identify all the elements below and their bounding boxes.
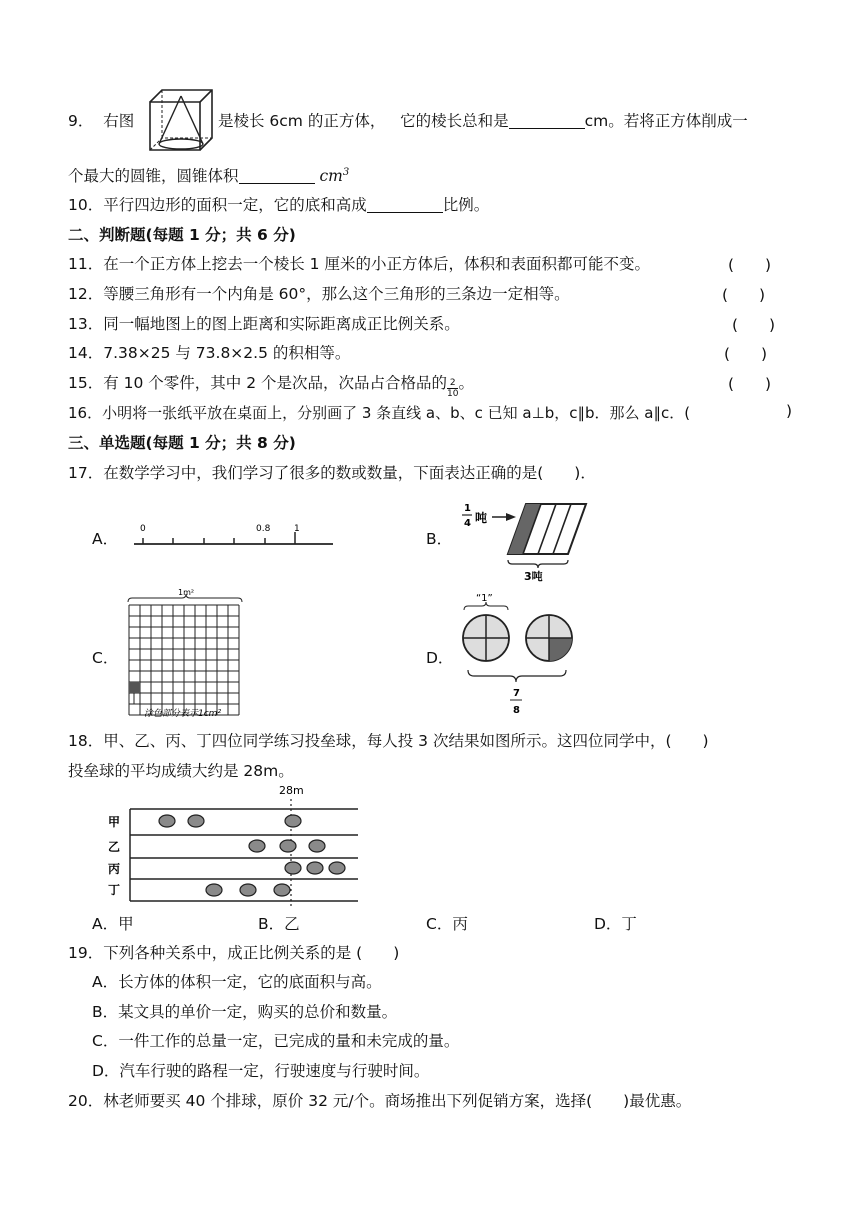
question-11: 11．在一个正方体上挖去一个棱长 1 厘米的小正方体后，体积和表面积都可能不变。 [68, 255, 650, 273]
option-c[interactable]: C．一件工作的总量一定，已完成的量和未完成的量。 [92, 1032, 460, 1050]
option-d[interactable]: D．汽车行驶的路程一定，行驶速度与行驶时间。 [92, 1062, 430, 1080]
svg-text:“1”: “1” [476, 593, 493, 604]
question-15-text: 15．有 10 个零件，其中 2 个是次品，次品占合格品的 [68, 374, 448, 392]
question-17-stem: 17．在数学学习中，我们学习了很多的数或数量，下面表达正确的是( )． [68, 464, 596, 482]
question-9-text-b: 是棱长 6cm 的正方体， [218, 112, 386, 130]
question-9-text-a: 右图 [103, 112, 135, 130]
svg-text:丁: 丁 [108, 883, 121, 897]
svg-text:1m²: 1m² [178, 588, 195, 597]
answer-blank[interactable] [239, 167, 315, 184]
option-d-label[interactable]: D． [426, 649, 454, 667]
svg-text:丙: 丙 [108, 862, 121, 876]
question-9-text-c: 它的棱长总和是 [400, 112, 509, 130]
fraction-2-10: $\frac{2}{10}$ [447, 378, 459, 399]
question-9-line2 [68, 162, 349, 187]
question-13: 13．同一幅地图上的图上距离和实际距离成正比例关系。 [68, 315, 460, 333]
unit-exponent: 3 [342, 167, 350, 178]
question-16: 16．小明将一张纸平放在桌面上，分别画了 3 条直线 a、b、c 已知 a⊥b，c∥b．那么 a∥c．( [68, 404, 691, 422]
section-2-heading: 二、判断题(每题 1 分；共 6 分) [68, 226, 296, 244]
unit-cm: cm [319, 167, 343, 186]
answer-paren[interactable]: ( ) [728, 256, 772, 274]
question-14: 14．7.38×25 与 73.8×2.5 的积相等。 [68, 344, 351, 362]
question-18-stem-2: 投垒球的平均成绩大约是 28m。 [68, 762, 294, 780]
question-9-line1b [218, 110, 748, 132]
question-19-stem: 19．下列各种关系中，成正比例关系的是 ( ) [68, 944, 400, 962]
option-a-label[interactable]: A． [92, 530, 119, 548]
question-15: 15．有 10 个零件，其中 2 个是次品，次品占合格品的 $\frac{2}{10}$ 。 [68, 374, 474, 399]
question-18-stem-1: 18．甲、乙、丙、丁四位同学练习投垒球，每人投 3 次结果如图所示。这四位同学中，( ) [68, 732, 709, 750]
svg-text:1: 1 [464, 503, 471, 514]
question-10-text-b: 比例。 [442, 196, 490, 214]
option-a[interactable]: A．甲 [92, 915, 134, 933]
svg-text:7: 7 [513, 688, 520, 699]
question-9-text-e: 个最大的圆锥，圆锥体积 [68, 167, 239, 186]
cube-cone-figure [146, 86, 216, 152]
svg-text:涂色部分表示1cm²: 涂色部分表示1cm² [144, 709, 222, 719]
svg-text:28m: 28m [279, 784, 304, 797]
option-c[interactable]: C．丙 [426, 915, 468, 933]
question-9-number: 9． [68, 112, 94, 130]
option-d[interactable]: D．丁 [594, 915, 637, 933]
svg-text:4: 4 [464, 518, 471, 529]
question-20-stem: 20．林老师要买 40 个排球，原价 32 元/个。商场推出下列促销方案，选择( )最优惠。 [68, 1092, 692, 1110]
answer-paren[interactable]: ( ) [728, 375, 772, 393]
option-a[interactable]: A．长方体的体积一定，它的底面积与高。 [92, 973, 382, 991]
option-b[interactable]: B．某文具的单价一定，购买的总价和数量。 [92, 1003, 398, 1021]
svg-text:3吨: 3吨 [524, 570, 543, 583]
svg-text:甲: 甲 [108, 815, 121, 829]
grid-figure [122, 586, 252, 720]
tick-label-1: 1 [294, 524, 300, 534]
number-line-figure [128, 520, 338, 550]
option-c-label[interactable]: C． [92, 649, 119, 667]
question-9-line1 [68, 110, 134, 132]
answer-paren[interactable]: ) [786, 402, 793, 420]
svg-text:8: 8 [513, 705, 520, 716]
svg-text:乙: 乙 [108, 840, 121, 854]
option-b-label[interactable]: B． [426, 530, 453, 548]
question-10-text-a: 10．平行四边形的面积一定，它的底和高成 [68, 196, 367, 214]
option-b[interactable]: B．乙 [258, 915, 300, 933]
softball-throw-figure [100, 780, 362, 906]
section-3-heading: 三、单选题(每题 1 分；共 8 分) [68, 434, 296, 452]
question-10 [68, 194, 489, 216]
tick-label-0: 0 [140, 524, 146, 534]
question-12: 12．等腰三角形有一个内角是 60°，那么这个三角形的三条边一定相等。 [68, 285, 570, 303]
question-9-text-d: cm。若将正方体削成一 [584, 112, 748, 130]
answer-paren[interactable]: ( ) [732, 316, 776, 334]
tick-label-0-8: 0.8 [256, 524, 271, 534]
answer-paren[interactable]: ( ) [722, 286, 766, 304]
svg-text:吨: 吨 [475, 511, 488, 525]
answer-blank[interactable] [509, 112, 585, 129]
tons-parallelogram-figure [462, 500, 592, 582]
circles-fraction-figure [458, 590, 588, 720]
answer-paren[interactable]: ( ) [724, 345, 768, 363]
answer-blank[interactable] [367, 196, 443, 213]
